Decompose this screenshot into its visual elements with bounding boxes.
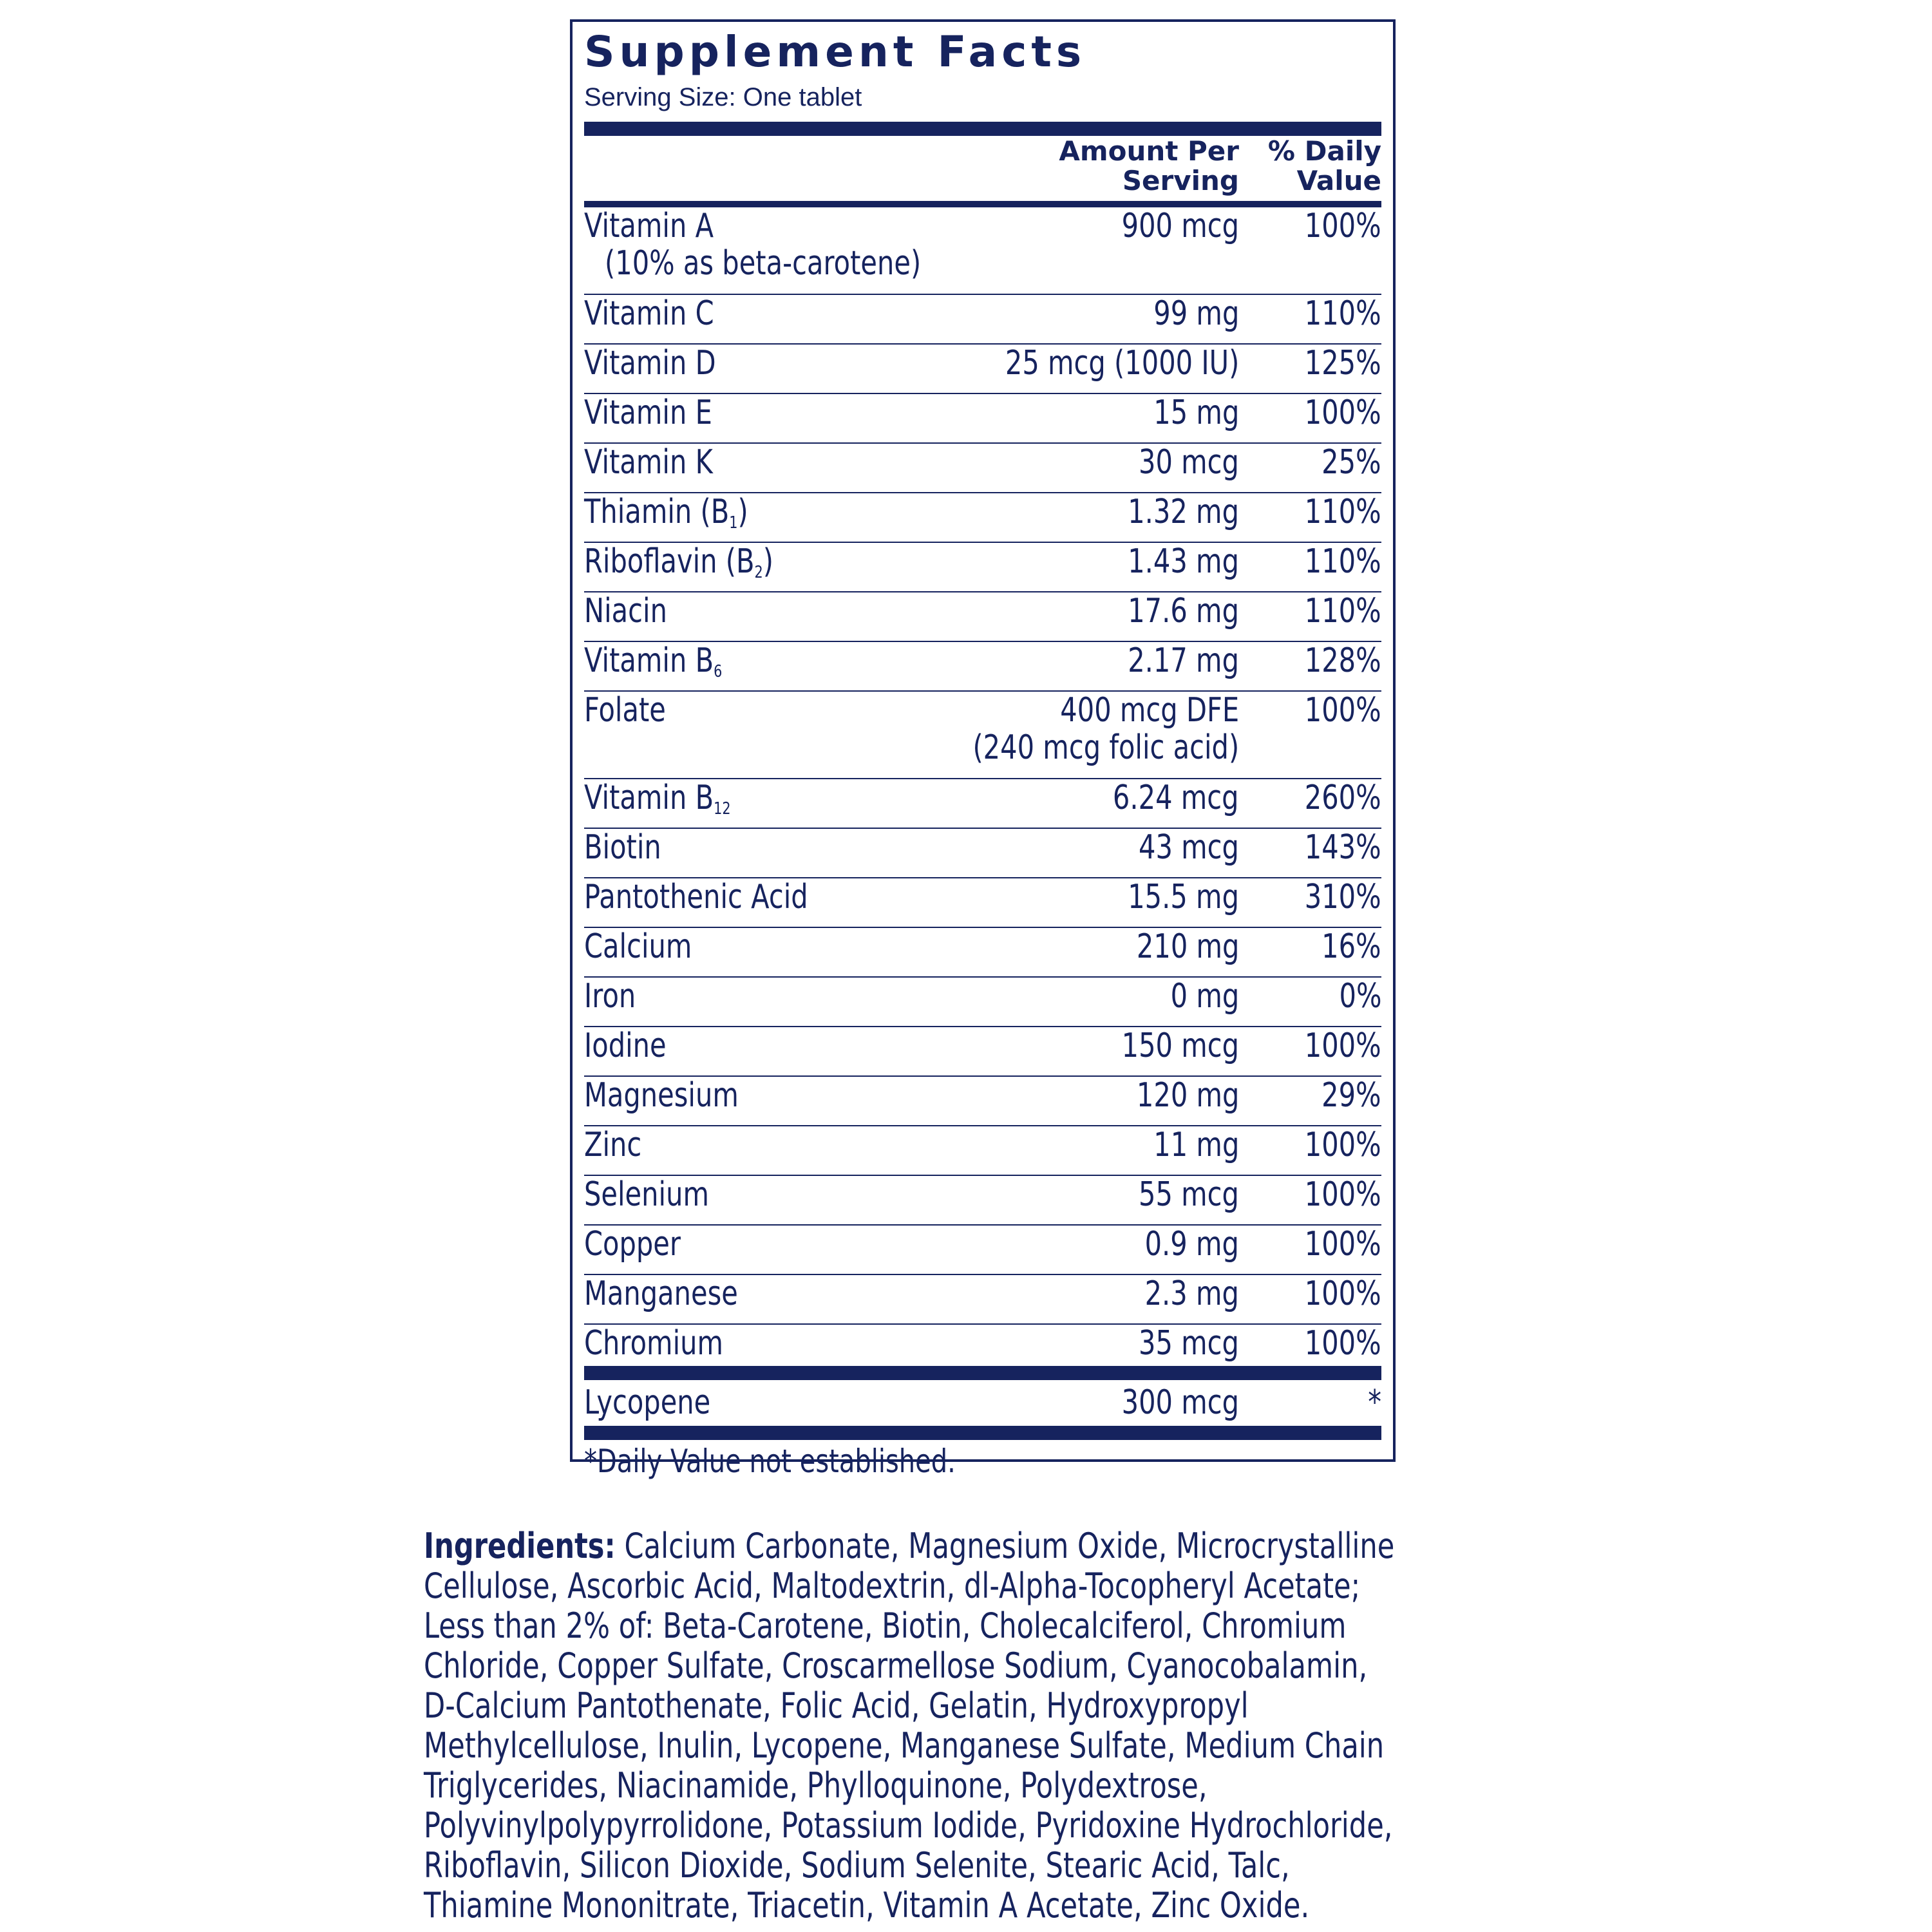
serving-size: Serving Size: One tablet <box>584 83 862 111</box>
nutrient-amount-text: 55 mcg <box>1139 1175 1239 1214</box>
nutrient-daily-value: 100% <box>1305 691 1381 730</box>
nutrient-amount-text: 400 mcg DFE <box>1060 691 1239 730</box>
amount-header-line2: Serving <box>1122 165 1239 196</box>
thick-divider-middle <box>584 1366 1381 1380</box>
nutrient-amount <box>1153 1126 1239 1164</box>
nutrient-name <box>584 878 808 916</box>
nutrient-amount <box>1122 1027 1239 1065</box>
nutrient-row <box>584 642 1381 692</box>
dv-header-line1: % Daily <box>1267 135 1381 167</box>
nutrient-row <box>584 345 1381 394</box>
ingredients-line-2: Less than 2% of: Beta-Carotene, Biotin, Cholecalciferol, Chromium <box>424 1605 1347 1646</box>
panel-title: Supplement Facts <box>584 27 1086 77</box>
nutrient-name <box>584 1325 723 1362</box>
nutrient-name <box>584 978 636 1015</box>
nutrient-name <box>584 1027 667 1065</box>
nutrient-daily-value: 100% <box>1305 207 1381 245</box>
ingredients-line-5: Methylcellulose, Inulin, Lycopene, Manganese Sulfate, Medium Chain <box>424 1725 1385 1766</box>
nutrient-daily-value: 100% <box>1305 1027 1381 1065</box>
nutrient-daily-value: 100% <box>1305 1126 1381 1164</box>
nutrient-name <box>584 928 692 965</box>
nutrient-amount-text: 15 mg <box>1153 393 1239 432</box>
nutrient-amount-text: 2.3 mg <box>1144 1274 1239 1313</box>
nutrient-name <box>584 779 731 822</box>
nutrient-amount-text: 6.24 mcg <box>1113 779 1239 817</box>
nutrient-name <box>584 394 712 431</box>
nutrient-amount <box>1145 1226 1239 1263</box>
nutrient-amount-text: 99 mg <box>1153 294 1239 333</box>
nutrient-row <box>584 1226 1381 1275</box>
nutrient-daily-value: 25% <box>1321 443 1381 482</box>
nutrient-row <box>584 394 1381 444</box>
nutrient-name-text: Vitamin K <box>584 443 713 482</box>
nutrient-name-detail: (10% as beta-carotene) <box>605 244 922 283</box>
nutrient-name-text: Iodine <box>584 1027 667 1065</box>
nutrient-row <box>584 207 1381 295</box>
ingredients-line-7: Polyvinylpolypyrrolidone, Potassium Iodide, Pyridoxine Hydrochloride, <box>424 1805 1393 1846</box>
thick-divider-top <box>584 122 1381 136</box>
dv-header-line2: Value <box>1296 165 1381 196</box>
nutrient-name-suffix: ) <box>737 493 748 531</box>
nutrient-row <box>584 779 1381 829</box>
nutrient-amount <box>972 692 1239 766</box>
nutrient-row <box>584 928 1381 978</box>
nutrient-row <box>584 829 1381 878</box>
nutrient-daily-value: 110% <box>1305 542 1381 581</box>
nutrient-amount <box>1136 1077 1239 1114</box>
nutrient-name <box>584 493 748 536</box>
nutrient-row <box>584 692 1381 779</box>
nutrient-row <box>584 1176 1381 1226</box>
nutrient-amount <box>1122 207 1239 245</box>
ingredients-line-0 <box>424 1526 1542 1566</box>
panel-content <box>584 22 1381 1480</box>
nutrient-amount-text: 900 mcg <box>1121 207 1239 245</box>
ingredients-text-0: Calcium Carbonate, Magnesium Oxide, Microcrystalline <box>615 1526 1395 1566</box>
nutrient-row <box>584 543 1381 592</box>
nutrient-daily-value: 16% <box>1321 927 1381 966</box>
ingredients-line-1: Cellulose, Ascorbic Acid, Maltodextrin, dl-Alpha-Tocopheryl Acetate; <box>424 1566 1361 1606</box>
nutrient-amount <box>1153 295 1239 332</box>
nutrient-name <box>584 543 773 586</box>
daily-value-column-header <box>1268 137 1381 196</box>
nutrient-daily-value: 310% <box>1305 878 1381 916</box>
nutrient-amount-text: 25 mcg (1000 IU) <box>1005 344 1239 383</box>
nutrient-daily-value: 100% <box>1305 1175 1381 1214</box>
ingredients-statement <box>424 1526 1542 1926</box>
nutrient-amount-text: 150 mcg <box>1121 1027 1239 1065</box>
nutrient-name-text: Chromium <box>584 1324 724 1363</box>
nutrient-amount <box>1139 1176 1239 1213</box>
ingredients-line-3: Chloride, Copper Sulfate, Croscarmellose Sodium, Cyanocobalamin, <box>424 1645 1368 1686</box>
nutrient-name-text: Copper <box>584 1225 681 1264</box>
nutrient-row <box>584 1027 1381 1077</box>
nutrient-name-text: Thiamin (B <box>584 493 730 531</box>
nutrient-name <box>584 295 714 332</box>
nutrient-amount <box>1128 543 1239 580</box>
nutrient-name <box>584 1126 641 1164</box>
nutrient-row <box>584 592 1381 642</box>
nutrient-subscript: 2 <box>754 563 763 582</box>
nutrient-amount-text: 35 mcg <box>1139 1324 1239 1363</box>
nutrient-amount <box>1145 1275 1239 1312</box>
nutrient-amount-text: 30 mcg <box>1139 443 1239 482</box>
nutrient-amount <box>1128 878 1239 916</box>
other-daily-value: * <box>1368 1383 1381 1422</box>
nutrient-daily-value: 260% <box>1305 779 1381 817</box>
amount-header-line1: Amount Per <box>1059 135 1239 167</box>
ingredients-line-4: D-Calcium Pantothenate, Folic Acid, Gelatin, Hydroxypropyl <box>424 1685 1249 1726</box>
nutrient-name <box>584 1176 709 1213</box>
nutrient-name-text: Niacin <box>584 592 667 630</box>
nutrient-name <box>584 829 661 866</box>
ingredients-line-8: Riboflavin, Silicon Dioxide, Sodium Selenite, Stearic Acid, Talc, <box>424 1845 1290 1886</box>
nutrient-name-text: Pantothenic Acid <box>584 878 808 916</box>
nutrient-name-text: Vitamin D <box>584 344 716 383</box>
nutrient-subscript: 6 <box>714 662 723 681</box>
nutrient-amount-text: 1.43 mg <box>1128 542 1239 581</box>
ingredients-label: Ingredients: <box>424 1526 616 1566</box>
nutrient-name-text: Vitamin C <box>584 294 714 333</box>
nutrient-amount-text: 120 mg <box>1136 1076 1239 1115</box>
nutrient-daily-value: 100% <box>1305 1324 1381 1363</box>
nutrient-daily-value: 110% <box>1305 493 1381 531</box>
nutrient-daily-value: 110% <box>1305 294 1381 333</box>
nutrient-amount-text: 0.9 mg <box>1144 1225 1239 1264</box>
nutrient-name <box>584 444 713 481</box>
ingredients-line-6: Triglycerides, Niacinamide, Phylloquinone, Polydextrose, <box>424 1765 1208 1806</box>
nutrient-row <box>584 1126 1381 1176</box>
nutrient-name <box>584 592 667 630</box>
nutrient-row <box>584 878 1381 928</box>
nutrient-name-text: Vitamin B <box>584 779 714 817</box>
nutrient-daily-value: 125% <box>1305 344 1381 383</box>
amount-column-header <box>1059 137 1239 196</box>
nutrient-amount <box>1005 345 1239 382</box>
other-ingredient-row <box>584 1380 1381 1432</box>
footnote: *Daily Value not established. <box>584 1443 956 1480</box>
nutrient-amount <box>1128 592 1239 630</box>
nutrient-daily-value: 143% <box>1305 828 1381 867</box>
nutrient-amount-text: 1.32 mg <box>1128 493 1239 531</box>
nutrient-row <box>584 978 1381 1027</box>
nutrient-daily-value: 29% <box>1321 1076 1381 1115</box>
nutrient-name <box>584 1226 681 1263</box>
nutrient-name-text: Vitamin B <box>584 641 714 680</box>
nutrient-name <box>584 345 716 382</box>
other-name: Lycopene <box>584 1383 711 1422</box>
nutrient-row <box>584 444 1381 493</box>
nutrient-amount-text: 11 mg <box>1153 1126 1239 1164</box>
other-amount: 300 mcg <box>1121 1383 1239 1422</box>
nutrient-subscript: 1 <box>729 513 738 533</box>
nutrient-name-text: Folate <box>584 691 666 730</box>
nutrient-name-text: Magnesium <box>584 1076 739 1115</box>
nutrient-row <box>584 295 1381 345</box>
nutrient-daily-value: 100% <box>1305 1225 1381 1264</box>
nutrient-name <box>584 1077 739 1114</box>
nutrient-amount-text: 0 mg <box>1170 977 1239 1016</box>
nutrient-name <box>584 1275 738 1312</box>
nutrient-name-text: Calcium <box>584 927 692 966</box>
supplement-facts-panel <box>570 19 1396 1480</box>
nutrient-amount-text: 15.5 mg <box>1128 878 1239 916</box>
nutrient-row <box>584 493 1381 543</box>
nutrient-name-text: Zinc <box>584 1126 642 1164</box>
nutrient-name-text: Vitamin A <box>584 207 714 245</box>
nutrient-amount <box>1139 1325 1239 1362</box>
nutrient-name-text: Iron <box>584 977 636 1016</box>
nutrient-row <box>584 1275 1381 1325</box>
nutrient-name <box>584 207 921 282</box>
nutrient-daily-value: 110% <box>1305 592 1381 630</box>
nutrient-amount <box>1136 928 1239 965</box>
nutrient-daily-value: 100% <box>1305 393 1381 432</box>
nutrient-amount-text: 210 mg <box>1136 927 1239 966</box>
nutrient-amount-detail: (240 mcg folic acid) <box>972 728 1239 767</box>
nutrient-amount <box>1128 493 1239 531</box>
nutrient-name-text: Selenium <box>584 1175 709 1214</box>
nutrient-amount <box>1170 978 1239 1015</box>
nutrient-row <box>584 1077 1381 1126</box>
ingredients-line-9: Thiamine Mononitrate, Triacetin, Vitamin A Acetate, Zinc Oxide. <box>424 1885 1310 1926</box>
nutrient-name-text: Vitamin E <box>584 393 712 432</box>
thick-divider-bottom <box>584 1426 1381 1440</box>
nutrient-name-text: Manganese <box>584 1274 738 1313</box>
nutrient-name <box>584 642 722 685</box>
nutrient-daily-value: 100% <box>1305 1274 1381 1313</box>
nutrient-name <box>584 692 666 729</box>
nutrient-amount <box>1128 642 1239 679</box>
nutrient-amount <box>1153 394 1239 431</box>
nutrient-amount <box>1113 779 1239 817</box>
nutrient-amount-text: 17.6 mg <box>1128 592 1239 630</box>
nutrient-amount-text: 2.17 mg <box>1128 641 1239 680</box>
nutrient-amount <box>1139 829 1239 866</box>
nutrient-subscript: 12 <box>714 799 731 819</box>
nutrient-name-text: Biotin <box>584 828 661 867</box>
nutrient-amount <box>1139 444 1239 481</box>
nutrient-name-suffix: ) <box>762 542 774 581</box>
nutrient-name-text: Riboflavin (B <box>584 542 755 581</box>
nutrient-amount-text: 43 mcg <box>1139 828 1239 867</box>
nutrient-daily-value: 128% <box>1305 641 1381 680</box>
nutrient-daily-value: 0% <box>1339 977 1381 1016</box>
